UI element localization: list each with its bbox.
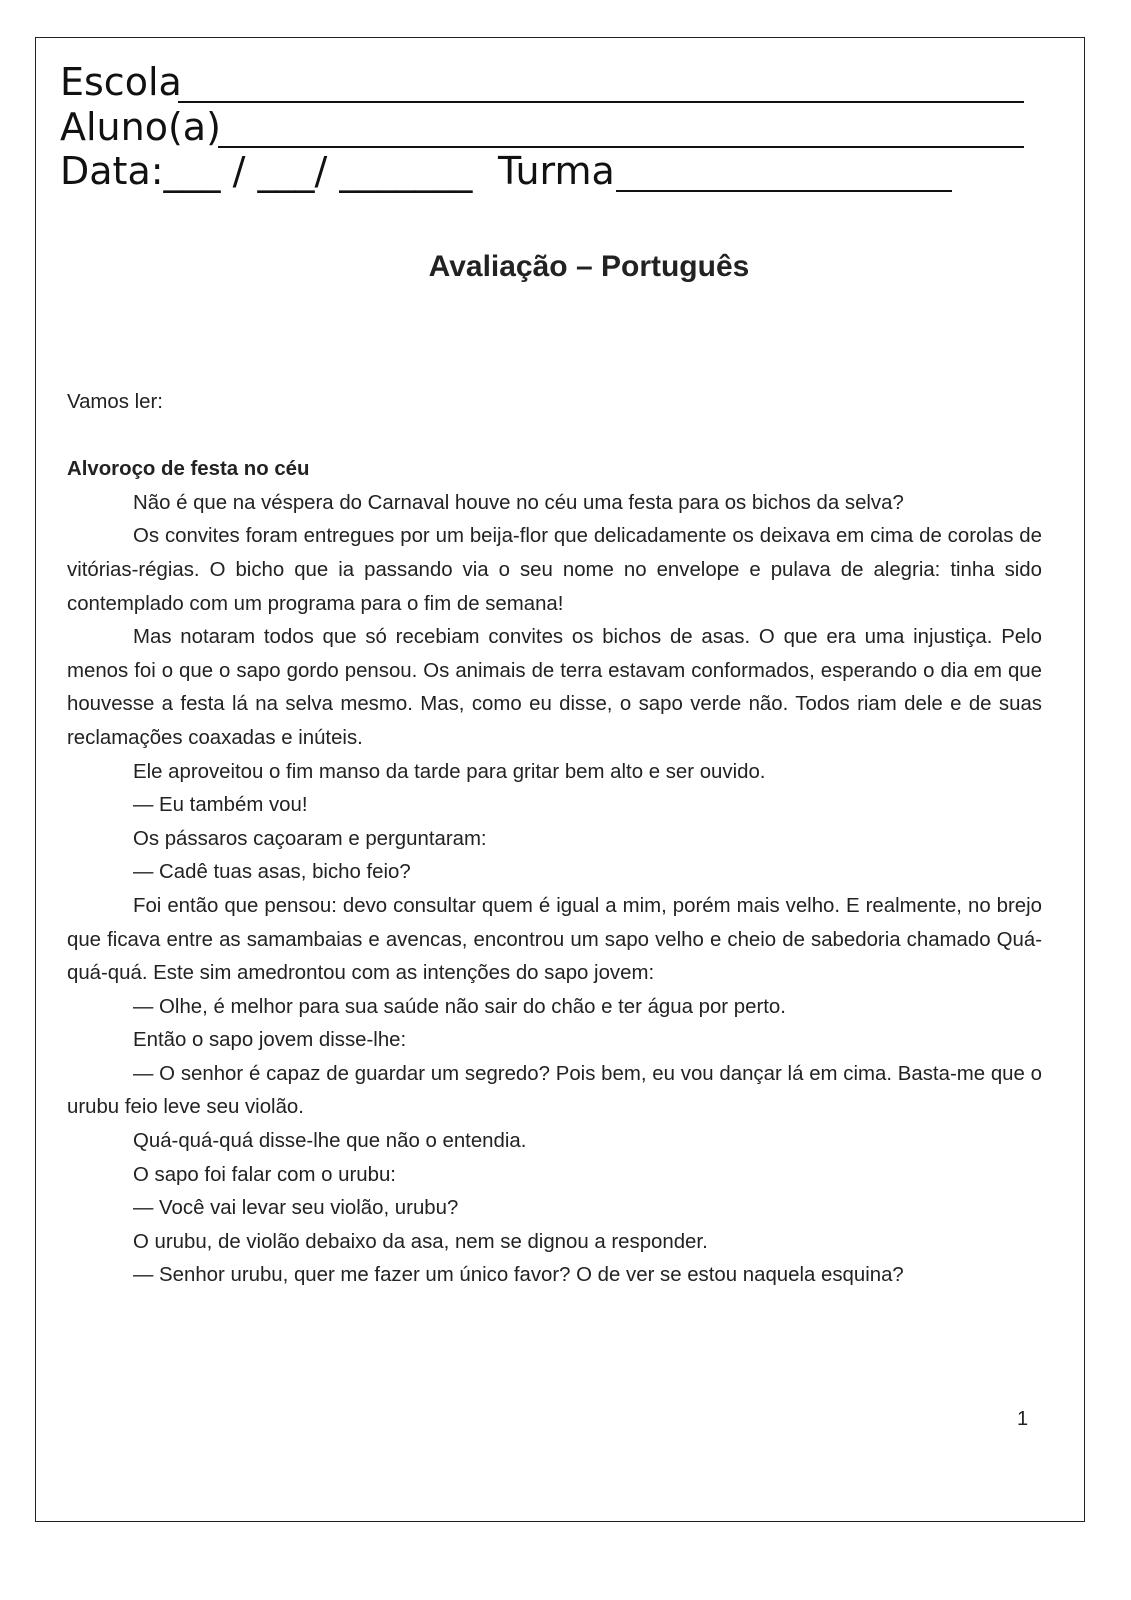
story-paragraph: Então o sapo jovem disse-lhe: (133, 1029, 407, 1052)
class-field[interactable] (616, 190, 952, 192)
story-paragraph: Os pássaros caçoaram e perguntaram: (133, 827, 487, 850)
page-title: Avaliação – Português (428, 250, 750, 283)
story-paragraph: — Olhe, é melhor para sua saúde não sair do chão e ter água por perto. (133, 995, 786, 1018)
story-paragraph: Os convites foram entregues por um beija-flor que delicadamente os deixava em cima de corolas de vitórias-régias. O bicho que ia passando via o seu nome no envelope e pulava de alegria: tinha sido contemplado com um programa para o fim de semana! (67, 525, 1042, 615)
story-body (67, 386, 1042, 1293)
story-paragraph: O sapo foi falar com o urubu: (133, 1163, 396, 1186)
story-paragraph: — Você vai levar seu violão, urubu? (133, 1197, 459, 1220)
story-paragraph: — O senhor é capaz de guardar um segredo? Pois bem, eu vou dançar lá em cima. Basta-me que o urubu feio leve seu violão. (67, 1062, 1042, 1119)
story-paragraph: — Eu também vou! (133, 794, 308, 817)
story-paragraph: O urubu, de violão debaixo da asa, nem se dignou a responder. (133, 1230, 708, 1253)
story-paragraph: Foi então que pensou: devo consultar quem é igual a mim, porém mais velho. E realmente, no brejo que ficava entre as samambaias e avencas, encontrou um sapo velho e cheio de sabedoria chamado Quá-quá-quá. Este sim amedrontou com as intenções do sapo jovem: (67, 894, 1042, 985)
story-paragraph: — Senhor urubu, quer me fazer um único favor? O de ver se estou naquela esquina? (133, 1264, 904, 1287)
story-title: Alvoroço de festa no céu (67, 458, 310, 481)
class-label: Turma (498, 149, 615, 193)
story-paragraph: Mas notaram todos que só recebiam convites os bichos de asas. O que era uma injustiça. Pelo menos foi o que o sapo gordo pensou. Os animais de terra estavam conformados, esperando o dia em que houvesse a festa lá na selva mesmo. Mas, como eu disse, o sapo verde não. Todos riam dele e de suas reclamações coaxadas e inúteis. (67, 626, 1042, 749)
date-field[interactable]: Data:___ / ___/ _______ (60, 149, 473, 193)
story-paragraph: Não é que na véspera do Carnaval houve no céu uma festa para os bichos da selva? (133, 491, 904, 514)
intro-text: Vamos ler: (67, 391, 163, 413)
page-number: 1 (1017, 1408, 1029, 1430)
student-label: Aluno(a) (60, 105, 221, 149)
story-paragraph: — Cadê tuas asas, bicho feio? (133, 861, 411, 884)
school-field[interactable] (178, 101, 1024, 103)
school-label: Escola (60, 60, 182, 104)
student-field[interactable] (218, 146, 1024, 148)
story-paragraph: Ele aproveitou o fim manso da tarde para gritar bem alto e ser ouvido. (133, 760, 766, 783)
story-paragraph: Quá-quá-quá disse-lhe que não o entendia. (133, 1130, 527, 1153)
